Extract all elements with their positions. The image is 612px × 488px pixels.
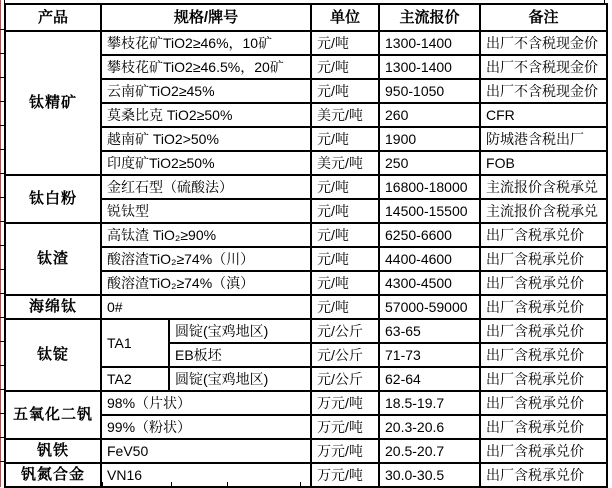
unit-cell: 美元/吨 bbox=[311, 151, 379, 175]
price-cell: 20.5-20.7 bbox=[379, 439, 480, 463]
price-cell: 4400-4600 bbox=[379, 247, 480, 271]
unit-cell: 元/吨 bbox=[311, 55, 379, 79]
unit-cell: 万元/吨 bbox=[311, 415, 379, 439]
table-row bbox=[5, 391, 607, 415]
price-cell: 63-65 bbox=[379, 319, 480, 343]
product-cell: 钛精矿 bbox=[5, 31, 101, 175]
unit-cell: 元/公斤 bbox=[311, 367, 379, 391]
unit-cell: 美元/吨 bbox=[311, 103, 379, 127]
table-row bbox=[5, 295, 607, 319]
spec-cell: 高钛渣 TiO₂≥90% bbox=[101, 223, 311, 247]
note-cell: 主流报价含税承兑 bbox=[480, 175, 607, 199]
spec-cell: 越南矿 TiO2>50% bbox=[101, 127, 311, 151]
col-header-unit: 单位 bbox=[311, 4, 379, 31]
price-cell: 1300-1400 bbox=[379, 31, 480, 55]
sub-spec-cell: EB板坯 bbox=[169, 343, 311, 367]
unit-cell: 元/公斤 bbox=[311, 319, 379, 343]
col-header-spec: 规格/牌号 bbox=[101, 4, 311, 31]
price-cell: 57000-59000 bbox=[379, 295, 480, 319]
note-cell: 主流报价含税承兑 bbox=[480, 199, 607, 223]
price-cell: 20.3-20.6 bbox=[379, 415, 480, 439]
spec-cell: TA1 bbox=[101, 319, 169, 367]
spec-cell: 云南矿TiO2≥45% bbox=[101, 79, 311, 103]
spec-cell: 0# bbox=[101, 295, 311, 319]
unit-cell: 元/吨 bbox=[311, 79, 379, 103]
spec-cell: VN16 bbox=[101, 463, 311, 487]
note-cell: 防城港含税出厂 bbox=[480, 127, 607, 151]
spec-cell: FeV50 bbox=[101, 439, 311, 463]
note-cell: 出厂含税承兑价 bbox=[480, 439, 607, 463]
price-cell: 260 bbox=[379, 103, 480, 127]
price-cell: 62-64 bbox=[379, 367, 480, 391]
note-cell: 出厂含税承兑价 bbox=[480, 367, 607, 391]
unit-cell: 万元/吨 bbox=[311, 463, 379, 487]
note-cell: CFR bbox=[480, 103, 607, 127]
product-cell: 钒铁 bbox=[5, 439, 101, 463]
col-header-note: 备注 bbox=[480, 4, 607, 31]
spec-cell: 酸溶渣TiO₂≥74%（川） bbox=[101, 247, 311, 271]
note-cell: 出厂不含税现金价 bbox=[480, 79, 607, 103]
unit-cell: 元/吨 bbox=[311, 295, 379, 319]
unit-cell: 元/公斤 bbox=[311, 343, 379, 367]
price-cell: 6250-6600 bbox=[379, 223, 480, 247]
table-row bbox=[5, 175, 607, 199]
price-cell: 1300-1400 bbox=[379, 55, 480, 79]
spec-cell: 金红石型（硫酸法） bbox=[101, 175, 311, 199]
note-cell: 出厂不含税现金价 bbox=[480, 55, 607, 79]
product-cell: 钒氮合金 bbox=[5, 463, 101, 487]
unit-cell: 元/吨 bbox=[311, 31, 379, 55]
note-cell: 出厂含税承兑价 bbox=[480, 271, 607, 295]
sub-spec-cell: 圆锭(宝鸡地区) bbox=[169, 319, 311, 343]
spec-cell: 攀枝花矿TiO2≥46%，10矿 bbox=[101, 31, 311, 55]
price-cell: 71-73 bbox=[379, 343, 480, 367]
note-cell: 出厂不含税现金价 bbox=[480, 31, 607, 55]
spec-cell: 莫桑比克 TiO2≥50% bbox=[101, 103, 311, 127]
table-row bbox=[5, 463, 607, 487]
unit-cell: 元/吨 bbox=[311, 223, 379, 247]
product-cell: 钛白粉 bbox=[5, 175, 101, 223]
note-cell: 出厂含税承兑价 bbox=[480, 247, 607, 271]
table-row bbox=[5, 319, 607, 343]
price-cell: 4300-4500 bbox=[379, 271, 480, 295]
unit-cell: 万元/吨 bbox=[311, 391, 379, 415]
table-row bbox=[5, 31, 607, 55]
product-cell: 海绵钛 bbox=[5, 295, 101, 319]
sub-spec-cell: 圆锭(宝鸡地区) bbox=[169, 367, 311, 391]
spec-cell: 锐钛型 bbox=[101, 199, 311, 223]
note-cell: 出厂含税承兑价 bbox=[480, 223, 607, 247]
col-header-price: 主流报价 bbox=[379, 4, 480, 31]
spec-cell: TA2 bbox=[101, 367, 169, 391]
note-cell: 出厂含税承兑价 bbox=[480, 295, 607, 319]
spec-cell: 攀枝花矿TiO2≥46.5%，20矿 bbox=[101, 55, 311, 79]
spec-cell: 98%（片状） bbox=[101, 391, 311, 415]
unit-cell: 元/吨 bbox=[311, 247, 379, 271]
price-cell: 16800-18000 bbox=[379, 175, 480, 199]
note-cell: 出厂含税承兑价 bbox=[480, 463, 607, 487]
note-cell: FOB bbox=[480, 151, 607, 175]
product-cell: 钛渣 bbox=[5, 223, 101, 295]
note-cell: 出厂含税承兑价 bbox=[480, 415, 607, 439]
header-row bbox=[5, 4, 607, 31]
price-table bbox=[4, 3, 608, 488]
price-cell: 30.0-30.5 bbox=[379, 463, 480, 487]
note-cell: 出厂含税承兑价 bbox=[480, 391, 607, 415]
note-cell: 出厂含税承兑价 bbox=[480, 319, 607, 343]
table-row bbox=[5, 223, 607, 247]
price-cell: 18.5-19.7 bbox=[379, 391, 480, 415]
unit-cell: 元/吨 bbox=[311, 175, 379, 199]
product-cell: 钛锭 bbox=[5, 319, 101, 391]
price-cell: 250 bbox=[379, 151, 480, 175]
spec-cell: 酸溶渣TiO₂≥74%（滇） bbox=[101, 271, 311, 295]
spec-cell: 印度矿TiO2≥50% bbox=[101, 151, 311, 175]
price-cell: 14500-15500 bbox=[379, 199, 480, 223]
price-cell: 950-1050 bbox=[379, 79, 480, 103]
unit-cell: 元/吨 bbox=[311, 199, 379, 223]
spec-cell: 99%（粉状） bbox=[101, 415, 311, 439]
note-cell: 出厂含税承兑价 bbox=[480, 343, 607, 367]
unit-cell: 万元/吨 bbox=[311, 439, 379, 463]
unit-cell: 元/吨 bbox=[311, 271, 379, 295]
price-cell: 1900 bbox=[379, 127, 480, 151]
col-header-product: 产品 bbox=[5, 4, 101, 31]
table-row bbox=[5, 439, 607, 463]
unit-cell: 元/吨 bbox=[311, 127, 379, 151]
product-cell: 五氧化二钒 bbox=[5, 391, 101, 439]
